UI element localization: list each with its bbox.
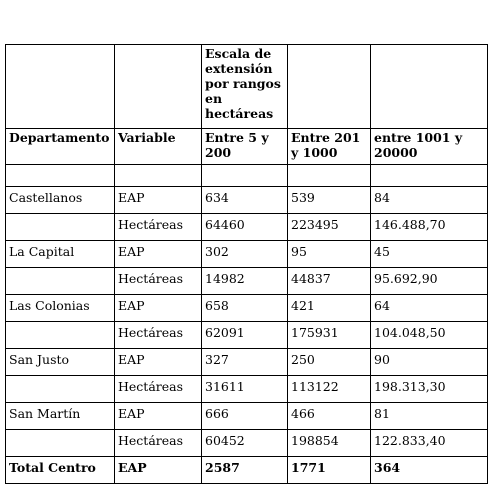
cell-variable: EAP: [115, 295, 202, 322]
total-range-2: 1771: [288, 457, 371, 484]
cell-departamento: San Justo: [6, 349, 115, 376]
cell-departamento: Castellanos: [6, 187, 115, 214]
empty-cell: [371, 165, 488, 187]
blank-row: [6, 165, 488, 187]
table-row: [6, 241, 488, 268]
header-departamento: Departamento: [6, 129, 115, 165]
cell-range-2: 198854: [288, 430, 371, 457]
table-row: [6, 349, 488, 376]
cell-variable: EAP: [115, 403, 202, 430]
table-row: [6, 376, 488, 403]
cell-departamento: [6, 430, 115, 457]
empty-cell: [6, 165, 115, 187]
table-row: [6, 295, 488, 322]
scale-title: Escala de extensión por rangos en hectáreas: [202, 45, 288, 129]
cell-departamento: [6, 322, 115, 349]
cell-variable: EAP: [115, 187, 202, 214]
cell-range-3: 104.048,50: [371, 322, 488, 349]
cell-range-1: 31611: [202, 376, 288, 403]
table-row: [6, 214, 488, 241]
cell-range-2: 466: [288, 403, 371, 430]
table-row: [6, 268, 488, 295]
total-label: Total Centro: [6, 457, 115, 484]
empty-cell: [371, 45, 488, 129]
empty-cell: [115, 165, 202, 187]
cell-variable: EAP: [115, 349, 202, 376]
data-table: [5, 44, 488, 484]
total-variable: EAP: [115, 457, 202, 484]
cell-range-3: 95.692,90: [371, 268, 488, 295]
cell-departamento: [6, 376, 115, 403]
cell-range-1: 666: [202, 403, 288, 430]
column-header-row: [6, 129, 488, 165]
cell-range-1: 62091: [202, 322, 288, 349]
cell-range-2: 539: [288, 187, 371, 214]
cell-departamento: Las Colonias: [6, 295, 115, 322]
cell-departamento: [6, 214, 115, 241]
header-range-2: Entre 201 y 1000: [288, 129, 371, 165]
empty-cell: [288, 165, 371, 187]
cell-range-3: 84: [371, 187, 488, 214]
cell-range-3: 146.488,70: [371, 214, 488, 241]
empty-cell: [6, 45, 115, 129]
table-row: [6, 187, 488, 214]
cell-range-1: 302: [202, 241, 288, 268]
table-row: [6, 430, 488, 457]
cell-range-1: 60452: [202, 430, 288, 457]
empty-cell: [202, 165, 288, 187]
total-range-1: 2587: [202, 457, 288, 484]
table-row: [6, 322, 488, 349]
header-range-3: entre 1001 y 20000: [371, 129, 488, 165]
cell-range-3: 81: [371, 403, 488, 430]
cell-departamento: San Martín: [6, 403, 115, 430]
table-row: [6, 403, 488, 430]
cell-variable: Hectáreas: [115, 214, 202, 241]
empty-cell: [288, 45, 371, 129]
total-row: [6, 457, 488, 484]
header-range-1: Entre 5 y 200: [202, 129, 288, 165]
cell-range-2: 223495: [288, 214, 371, 241]
cell-variable: Hectáreas: [115, 430, 202, 457]
cell-range-2: 95: [288, 241, 371, 268]
cell-range-2: 113122: [288, 376, 371, 403]
cell-range-3: 122.833,40: [371, 430, 488, 457]
cell-range-3: 90: [371, 349, 488, 376]
cell-range-2: 175931: [288, 322, 371, 349]
cell-variable: Hectáreas: [115, 322, 202, 349]
cell-range-3: 64: [371, 295, 488, 322]
cell-variable: Hectáreas: [115, 376, 202, 403]
cell-range-2: 421: [288, 295, 371, 322]
cell-range-3: 198.313,30: [371, 376, 488, 403]
cell-range-2: 250: [288, 349, 371, 376]
cell-range-1: 658: [202, 295, 288, 322]
cell-range-1: 634: [202, 187, 288, 214]
cell-range-3: 45: [371, 241, 488, 268]
cell-departamento: [6, 268, 115, 295]
cell-variable: Hectáreas: [115, 268, 202, 295]
cell-range-2: 44837: [288, 268, 371, 295]
scale-header-row: [6, 45, 488, 129]
cell-range-1: 14982: [202, 268, 288, 295]
empty-cell: [115, 45, 202, 129]
cell-range-1: 327: [202, 349, 288, 376]
total-range-3: 364: [371, 457, 488, 484]
cell-range-1: 64460: [202, 214, 288, 241]
cell-variable: EAP: [115, 241, 202, 268]
cell-departamento: La Capital: [6, 241, 115, 268]
header-variable: Variable: [115, 129, 202, 165]
